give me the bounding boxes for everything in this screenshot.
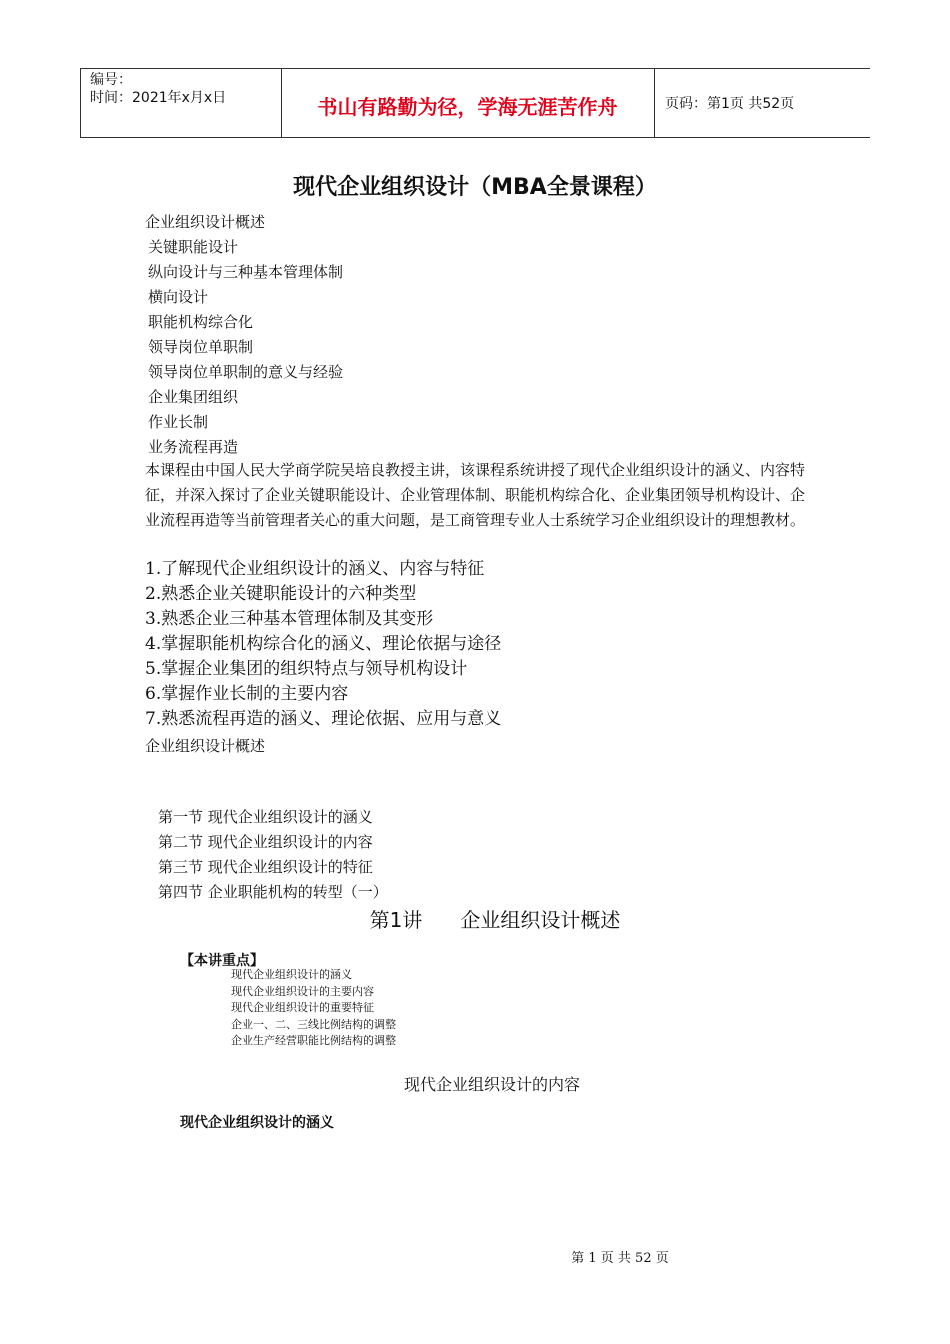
header-divider — [654, 69, 655, 137]
outline-item: 领导岗位单职制 — [148, 338, 254, 356]
section-item: 第二节 现代企业组织设计的内容 — [158, 833, 373, 851]
intro-paragraph: 本课程由中国人民大学商学院吴培良教授主讲，该课程系统讲授了现代企业组织设计的涵义、内容特征，并深入探讨了企业关键职能设计、企业管理体制、职能机构综合化、企业集团领导机构设计、企业流程再造等当前管理者关心的重大问题，是工商管理专业人士系统学习企业组织设计的理想教材。 — [145, 461, 806, 529]
key-point-item: 现代企业组织设计的重要特征 — [231, 1001, 374, 1014]
page-header — [80, 68, 870, 138]
learning-goals — [145, 557, 501, 732]
section-heading: 现代企业组织设计的涵义 — [180, 1115, 334, 1131]
goal-item: 4.掌握职能机构综合化的涵义、理论依据与途径 — [145, 634, 502, 654]
outline-item: 企业组织设计概述 — [145, 213, 266, 231]
header-divider — [80, 69, 81, 137]
header-motto: 书山有路勤为径，学海无涯苦作舟 — [317, 95, 618, 119]
header-page-info: 页码：第1页 共52页 — [665, 96, 795, 112]
goal-item: 1.了解现代企业组织设计的涵义、内容与特征 — [145, 559, 485, 579]
key-point-item: 企业生产经营职能比例结构的调整 — [231, 1034, 396, 1047]
section-item: 第三节 现代企业组织设计的特征 — [158, 858, 373, 876]
code-label: 编号： — [90, 72, 132, 88]
course-outline — [145, 210, 343, 460]
section-list — [158, 805, 388, 905]
lecture-title: 企业组织设计概述 — [460, 908, 621, 932]
outline-item: 纵向设计与三种基本管理体制 — [148, 263, 344, 281]
key-point-item: 企业一、二、三线比例结构的调整 — [231, 1017, 396, 1031]
sub-heading: 现代企业组织设计的内容 — [403, 1075, 580, 1094]
outline-item: 业务流程再造 — [148, 438, 239, 456]
goal-item: 2.熟悉企业关键职能设计的六种类型 — [145, 584, 417, 604]
outline-item: 关键职能设计 — [148, 238, 239, 256]
goal-item: 3.熟悉企业三种基本管理体制及其变形 — [145, 609, 434, 629]
section-item: 第四节 企业职能机构的转型（一） — [158, 883, 388, 901]
key-point-item: 现代企业组织设计的主要内容 — [231, 984, 374, 998]
overview-heading: 企业组织设计概述 — [145, 737, 266, 755]
goal-item: 6.掌握作业长制的主要内容 — [145, 684, 349, 704]
outline-item: 作业长制 — [148, 413, 209, 431]
lecture-number: 第1讲 — [369, 908, 423, 932]
section-item: 第一节 现代企业组织设计的涵义 — [158, 808, 373, 826]
page-footer: 第 1 页 共 52 页 — [571, 1251, 669, 1266]
date-label: 时间：2021年x月x日 — [90, 90, 227, 106]
outline-item: 领导岗位单职制的意义与经验 — [148, 363, 344, 381]
key-points-title: 【本讲重点】 — [180, 953, 264, 969]
goal-item: 7.熟悉流程再造的涵义、理论依据、应用与意义 — [145, 709, 502, 729]
header-meta — [90, 71, 226, 107]
goal-item: 5.掌握企业集团的组织特点与领导机构设计 — [145, 659, 468, 679]
outline-item: 职能机构综合化 — [148, 313, 254, 331]
outline-item: 横向设计 — [148, 288, 209, 306]
key-points-list — [231, 967, 396, 1050]
key-point-item: 现代企业组织设计的涵义 — [231, 968, 352, 981]
document-title: 现代企业组织设计（MBA全景课程） — [293, 175, 657, 200]
lecture-heading — [0, 904, 950, 933]
outline-item: 企业集团组织 — [148, 388, 239, 406]
